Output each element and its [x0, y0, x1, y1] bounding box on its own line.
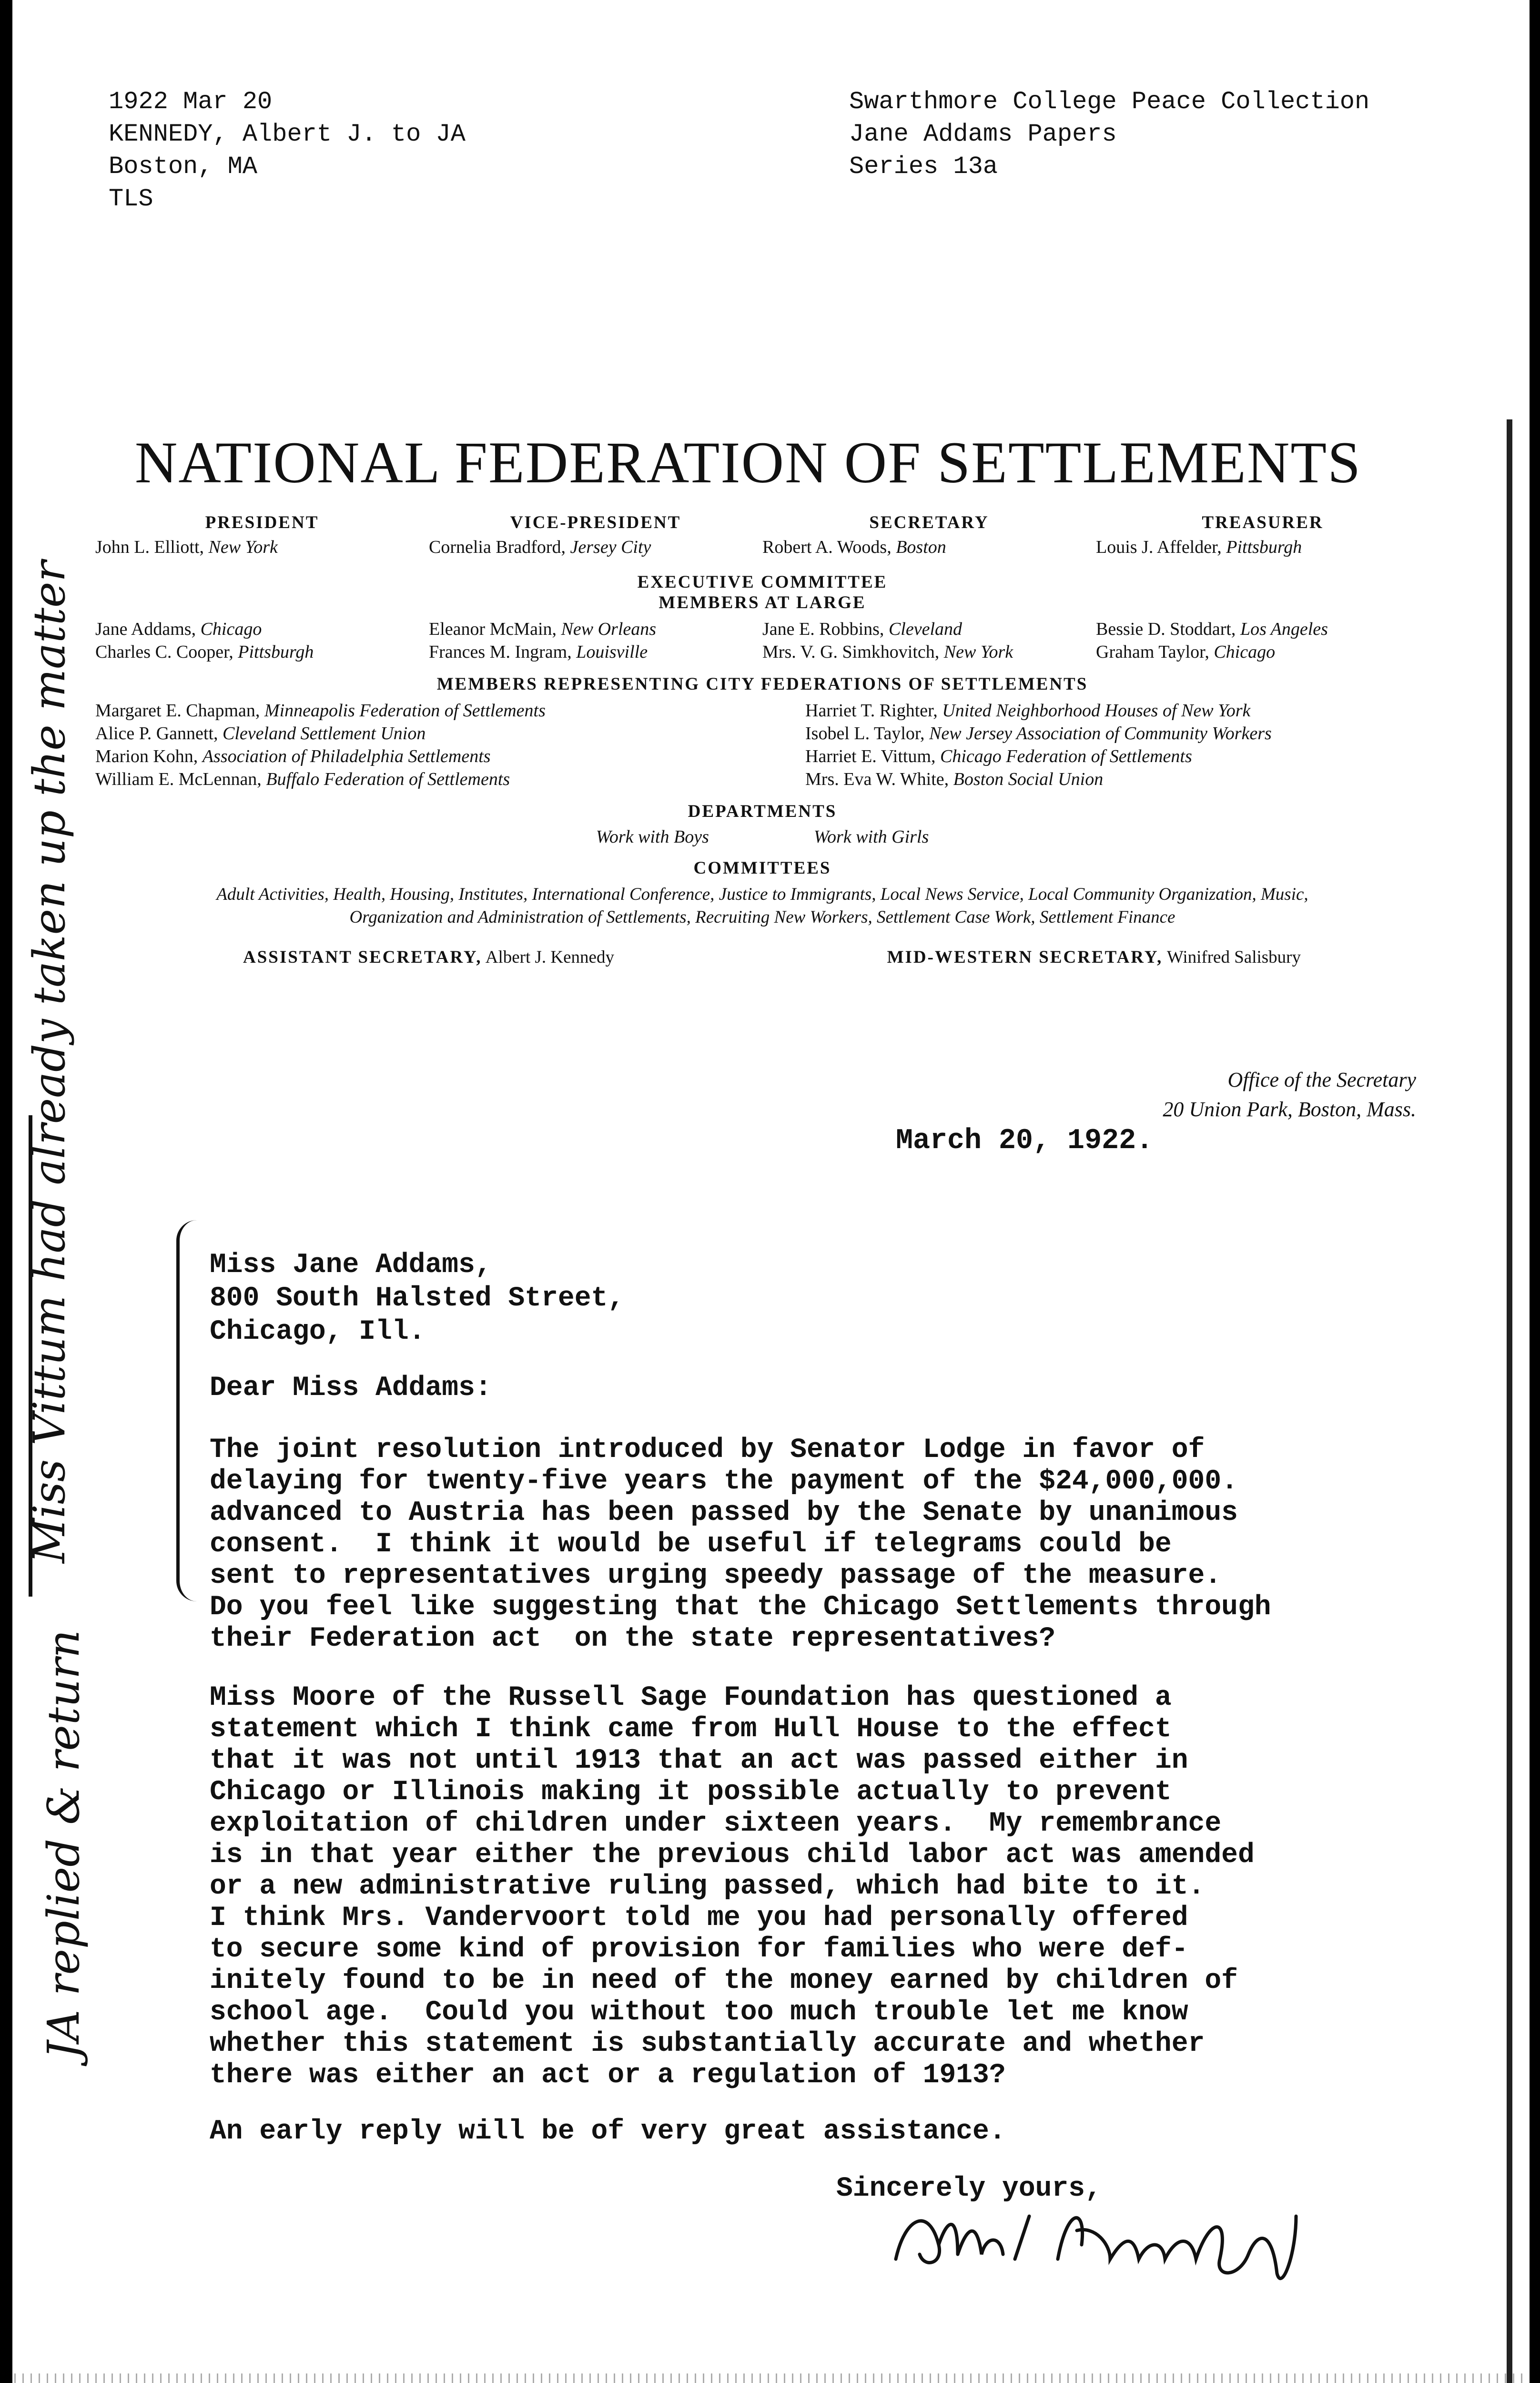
address-line: 800 South Halsted Street,: [210, 1283, 625, 1314]
text-line: to secure some kind of provision for families who were def-: [210, 1934, 1188, 1965]
letterhead-roster: [95, 512, 1429, 967]
collection-papers: Jane Addams Papers: [849, 120, 1117, 148]
officer-vice-president: [429, 512, 762, 559]
member-entry: Margaret E. Chapman, Minneapolis Federation of Settlements: [95, 701, 546, 721]
member-entry: Charles C. Cooper, Pittsburgh: [95, 642, 314, 662]
text-line: consent. I think it would be useful if telegrams could be: [210, 1529, 1172, 1560]
archive-type: TLS: [109, 185, 153, 213]
member-entry: Marion Kohn, Association of Philadelphia Settlements: [95, 746, 491, 766]
signature-image: [886, 2188, 1306, 2297]
scan-edge-right: [1530, 0, 1540, 2383]
office-address: [1163, 1065, 1416, 1124]
text-line: exploitation of children under sixteen years. My remembrance: [210, 1808, 1222, 1839]
member-entry: Mrs. V. G. Simkhovitch, New York: [762, 642, 1013, 662]
officer-president: [95, 512, 429, 559]
officer-place: Pittsburgh: [1226, 537, 1302, 557]
collection-series: Series 13a: [849, 153, 998, 181]
city-federation-members: [95, 699, 1429, 791]
text-line: that it was not until 1913 that an act was passed either in: [210, 1745, 1188, 1776]
member-entry: Jane Addams, Chicago: [95, 619, 262, 639]
text-line: there was either an act or a regulation of 1913?: [210, 2060, 1006, 2091]
address-line: Miss Jane Addams,: [210, 1250, 492, 1281]
archive-date: 1922 Mar 20: [109, 88, 273, 116]
officer-name: John L. Elliott,: [95, 537, 204, 557]
officer-title: PRESIDENT: [205, 513, 319, 532]
address-line: Chicago, Ill.: [210, 1316, 426, 1347]
member-entry: Bessie D. Stoddart, Los Angeles: [1096, 619, 1328, 639]
member-entry: Isobel L. Taylor, New Jersey Association of Community Workers: [805, 723, 1272, 743]
member-entry: Mrs. Eva W. White, Boston Social Union: [805, 769, 1104, 789]
member-entry: Jane E. Robbins, Cleveland: [762, 619, 962, 639]
text-line: advanced to Austria has been passed by the Senate by unanimous: [210, 1497, 1238, 1528]
officer-name: Cornelia Bradford,: [429, 537, 566, 557]
member-entry: William E. McLennan, Buffalo Federation of Settlements: [95, 769, 510, 789]
executive-committee-label: EXECUTIVE COMMITTEE: [637, 572, 888, 592]
office-line: Office of the Secretary: [1227, 1068, 1416, 1091]
officers-row: [95, 512, 1429, 559]
officer-treasurer: [1096, 512, 1429, 559]
midwestern-secretary: MID-WESTERN SECRETARY, Winifred Salisbury: [887, 947, 1301, 967]
staff-row: [95, 947, 1429, 967]
committees-label: COMMITTEES: [693, 858, 831, 878]
archive-collection: [849, 86, 1369, 183]
department-item: Work with Girls: [813, 827, 929, 847]
paragraph-1: [210, 1435, 1429, 1655]
officer-name: Louis J. Affelder,: [1096, 537, 1222, 557]
text-line: or a new administrative ruling passed, which had bite to it.: [210, 1871, 1205, 1902]
archive-citation: [109, 86, 466, 215]
archive-correspondents: KENNEDY, Albert J. to JA: [109, 120, 466, 148]
scan-edge-left: [0, 0, 12, 2383]
text-line: whether this statement is substantially accurate and whether: [210, 2028, 1205, 2059]
archive-place: Boston, MA: [109, 153, 258, 181]
paragraph-3: An early reply will be of very great assistance.: [210, 2116, 1006, 2147]
member-entry: Eleanor McMain, New Orleans: [429, 619, 657, 639]
text-line: school age. Could you without too much trouble let me know: [210, 1997, 1188, 2028]
officer-place: New York: [208, 537, 278, 557]
collection-name: Swarthmore College Peace Collection: [849, 88, 1370, 116]
text-line: their Federation act on the state representatives?: [210, 1623, 1056, 1654]
member-entry: Frances M. Ingram, Louisville: [429, 642, 648, 662]
members-at-large-label: MEMBERS AT LARGE: [659, 593, 866, 612]
member-entry: Alice P. Gannett, Cleveland Settlement Union: [95, 723, 426, 743]
text-line: Miss Moore of the Russell Sage Foundation has questioned a: [210, 1682, 1172, 1713]
department-item: Work with Boys: [596, 827, 709, 847]
text-line: delaying for twenty-five years the payment of the $24,000,000.: [210, 1466, 1238, 1497]
text-line: I think Mrs. Vandervoort told me you had personally offered: [210, 1903, 1188, 1934]
text-line: sent to representatives urging speedy passage of the measure.: [210, 1560, 1222, 1591]
member-entry: Graham Taylor, Chicago: [1096, 642, 1276, 662]
member-entry: Harriet T. Righter, United Neighborhood Houses of New York: [805, 701, 1251, 721]
scan-bottom-edge: [14, 2373, 1525, 2383]
departments-label: DEPARTMENTS: [688, 802, 837, 821]
city-federations-label: MEMBERS REPRESENTING CITY FEDERATIONS OF SETTLEMENTS: [436, 674, 1088, 694]
member-entry: Harriet E. Vittum, Chicago Federation of Settlements: [805, 746, 1192, 766]
members-at-large: [95, 618, 1429, 663]
paragraph-2: [210, 1682, 1429, 2091]
officer-title: SECRETARY: [869, 513, 989, 532]
officer-place: Jersey City: [570, 537, 651, 557]
recipient-address: [210, 1249, 1429, 1349]
officer-name: Robert A. Woods,: [762, 537, 892, 557]
handwritten-note-replied: JA replied & return: [38, 1629, 89, 2059]
text-line: Do you feel like suggesting that the Chicago Settlements through: [210, 1592, 1271, 1623]
officer-place: Boston: [896, 537, 946, 557]
text-line: Chicago or Illinois making it possible actually to prevent: [210, 1777, 1172, 1808]
committees-line: Organization and Administration of Settlements, Recruiting New Workers, Settlement Case Work, Settlement Finance: [349, 907, 1175, 927]
officer-title: VICE-PRESIDENT: [510, 513, 681, 532]
text-line: statement which I think came from Hull House to the effect: [210, 1714, 1172, 1745]
committees-line: Adult Activities, Health, Housing, Institutes, International Conference, Justice to Immigrants, Local News Service, Local Community Organization, Music,: [216, 885, 1308, 904]
text-line: is in that year either the previous child labor act was amended: [210, 1840, 1255, 1871]
closing: Sincerely yours,: [836, 2173, 1102, 2204]
assistant-secretary: ASSISTANT SECRETARY, Albert J. Kennedy: [243, 947, 614, 967]
office-line: 20 Union Park, Boston, Mass.: [1163, 1098, 1416, 1121]
text-line: initely found to be in need of the money earned by children of: [210, 1965, 1238, 1996]
letter-date: March 20, 1922.: [896, 1125, 1154, 1157]
salutation: Dear Miss Addams:: [210, 1373, 492, 1404]
departments: [95, 826, 1429, 847]
scan-fold-line: [1507, 419, 1512, 2383]
officer-title: TREASURER: [1202, 513, 1324, 532]
text-line: The joint resolution introduced by Senator Lodge in favor of: [210, 1435, 1205, 1466]
org-name: NATIONAL FEDERATION OF SETTLEMENTS: [134, 430, 1362, 495]
officer-secretary: [762, 512, 1096, 559]
handwritten-note-vittum: Miss Vittum had already taken up the matter: [24, 560, 75, 1563]
margin-brace: [176, 1220, 197, 1601]
